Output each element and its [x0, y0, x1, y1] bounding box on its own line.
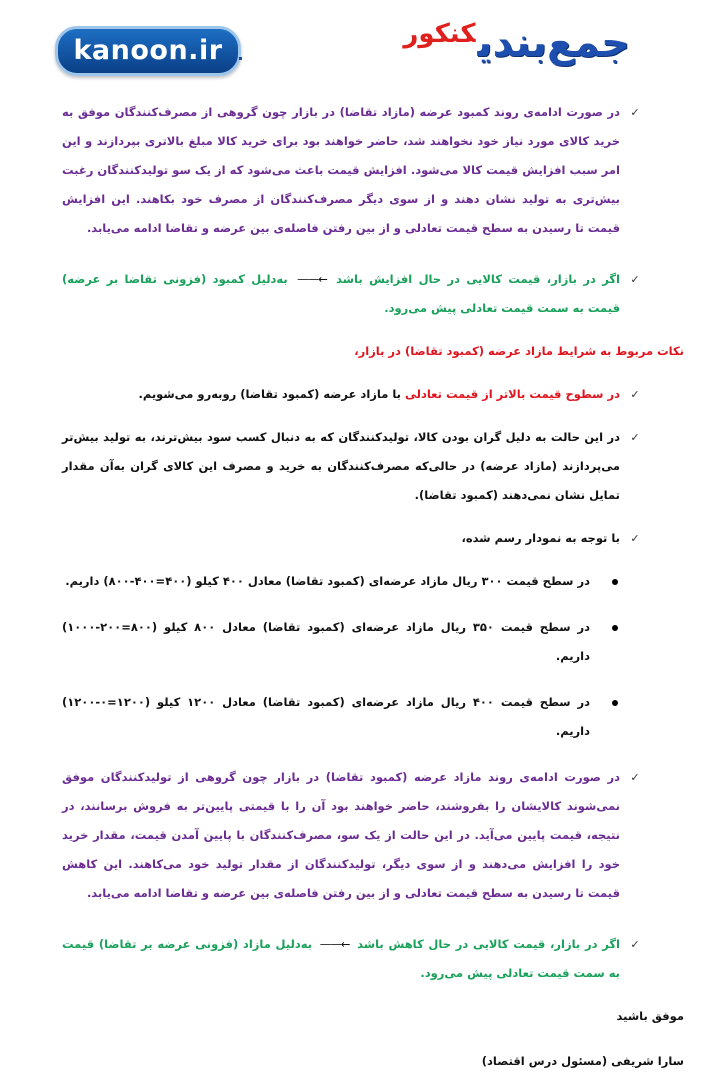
list-item-text: در سطح قیمت ۳۵۰ ریال مازاد عرضه‌ای (کمبود تقاضا) معادل ۸۰۰ کیلو (۸۰۰=۲۰۰-۱۰۰۰) داریم. — [62, 620, 590, 663]
paragraph-surplus-higher-prices — [62, 380, 642, 409]
paragraph-shortage-continuation — [62, 98, 642, 243]
check-icon: ✓ — [630, 532, 640, 545]
list-item-text: در سطح قیمت ۳۰۰ ریال مازاد عرضه‌ای (کمبود تقاضا) معادل ۴۰۰ کیلو (۴۰۰=۴۰۰-۸۰۰) داریم. — [65, 574, 590, 588]
check-icon: ✓ — [630, 273, 640, 286]
paragraph-text-b: به‌دلیل مازاد (فزونی عرضه بر تقاضا) قیمت به سمت قیمت تعادلی پیش می‌رود. — [62, 937, 620, 980]
paragraph-text: در این حالت به دلیل گران بودن کالا، تولیدکنندگان که به دنبال کسب سود بیش‌ترند، به تولید بیش‌تر می‌پردازند (مازاد عرضه) در حالی‌که مصرف‌کنندگان به خرید و مصرف این کالای گران به‌آن مقدار تمایل نشان نمی‌دهند (کمبود تقاضا). — [62, 430, 620, 502]
paragraph-text: با توجه به نمودار رسم شده، — [461, 531, 620, 545]
paragraph-text-a: اگر در بازار، قیمت کالایی در حال کاهش باشد — [357, 937, 620, 951]
highlight-text: در سطوح قیمت بالاتر از قیمت تعادلی — [405, 387, 620, 401]
author-signature: سارا شریفی (مسئول درس اقتصاد) — [481, 1054, 684, 1068]
paragraph-text: با مازاد عرضه (کمبود تقاضا) روبه‌رو می‌شویم. — [138, 387, 401, 401]
check-icon: ✓ — [630, 388, 640, 401]
logo-title-sub: کنکور — [403, 19, 476, 49]
paragraph-price-increase — [62, 265, 642, 323]
section-heading-surplus: نکات مربوط به شرایط مازاد عرضه (کمبود تقاضا) در بازار، — [354, 344, 684, 358]
logo-dot — [239, 57, 242, 60]
paragraph-surplus-explanation — [62, 423, 642, 510]
check-icon: ✓ — [630, 938, 640, 951]
bullet-icon — [612, 579, 618, 585]
left-arrow-icon: ←—— — [297, 272, 327, 286]
list-item-text: در سطح قیمت ۴۰۰ ریال مازاد عرضه‌ای (کمبود تقاضا) معادل ۱۲۰۰ کیلو (۱۲۰۰=۰-۱۲۰۰) داریم. — [62, 695, 590, 738]
closing-text: موفق باشید — [616, 1009, 684, 1023]
paragraph-text: در صورت ادامه‌ی روند مازاد عرضه (کمبود تقاضا) در بازار چون گروهی از تولیدکنندگان موفق نمی‌شوند کالایشان را بفروشند، حاضر خواهند بود آن را با قیمتی پایین‌تر به فروش برسانند، در نتیجه، قیمت پایین می‌آید. در این حالت از یک سو، مصرف‌کنندگان با پایین آمدن قیمت، مقدار خرید خود را افزایش می‌دهند و از سوی دیگر، تولیدکنندگان از مقدار تولید خود می‌کاهند. این کاهش قیمت تا رسیدن به سطح قیمت تعادلی و از بین رفتن فاصله‌ی بین عرضه و تقاضا ادامه می‌یابد. — [62, 770, 620, 900]
page-header — [0, 0, 712, 90]
left-arrow-icon: ←—— — [319, 937, 350, 951]
bullet-icon — [612, 625, 618, 631]
check-icon: ✓ — [630, 106, 640, 119]
list-item — [62, 613, 642, 671]
logo-title-main: جمع‌بندی — [477, 20, 630, 66]
paragraph-text-a: اگر در بازار، قیمت کالایی در حال افزایش باشد — [336, 272, 620, 286]
check-icon: ✓ — [630, 431, 640, 444]
paragraph-text-b: به‌دلیل کمبود (فزونی تقاضا بر عرضه) قیمت به سمت قیمت تعادلی پیش می‌رود. — [62, 272, 620, 315]
jambandi-konkur-logo — [403, 20, 630, 80]
list-item — [62, 567, 642, 596]
list-item — [62, 688, 642, 746]
paragraph-chart-intro — [62, 524, 642, 553]
kanoon-logo-text: kanoon.ir — [73, 35, 223, 66]
document-body — [62, 98, 684, 1076]
paragraph-price-decrease — [62, 930, 642, 988]
check-icon: ✓ — [630, 771, 640, 784]
kanoon-logo[interactable] — [55, 26, 241, 76]
paragraph-surplus-continuation — [62, 763, 642, 908]
paragraph-text: در صورت ادامه‌ی روند کمبود عرضه (مازاد تقاضا) در بازار چون گروهی از مصرف‌کنندگان موفق به خرید کالای مورد نیاز خود نخواهند شد، حاضر خواهند بود برای خرید کالا مبلغ بالاتری بپردازند و این امر سبب افزایش قیمت کالا می‌شود. افزایش قیمت باعث می‌شود که از یک سو تولیدکنندگان رغبت بیش‌تری به تولید نشان دهند و از سوی دیگر مصرف‌کنندگان از مصرف خود بکاهند. این افزایش قیمت تا رسیدن به سطح قیمت تعادلی و از بین رفتن فاصله‌ی بین عرضه و تقاضا ادامه می‌یابد. — [62, 105, 620, 235]
bullet-icon — [612, 700, 618, 706]
